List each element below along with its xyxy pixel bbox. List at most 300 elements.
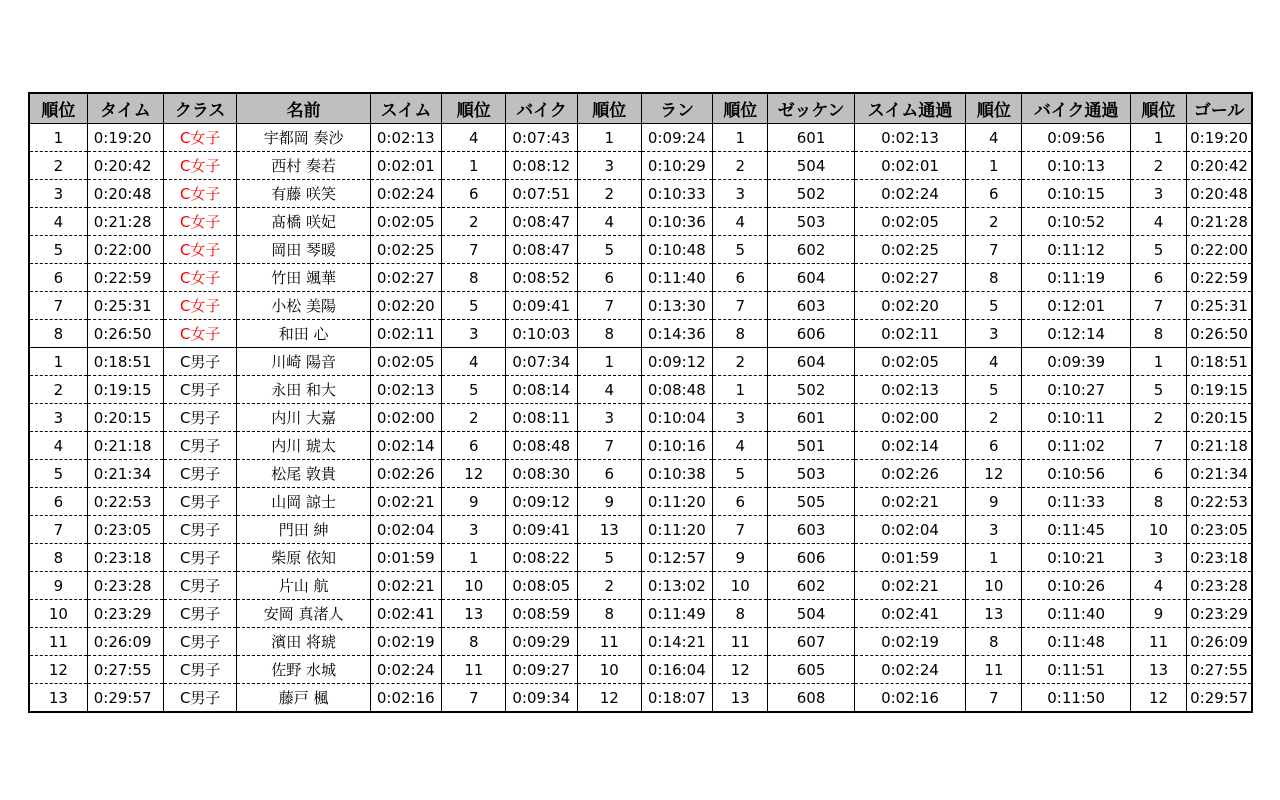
cell-swim: 0:02:19	[370, 628, 441, 656]
cell-name: 内川 大嘉	[237, 404, 371, 432]
cell-swim-split: 0:02:05	[854, 208, 965, 236]
cell-class: C男子	[164, 348, 237, 376]
cell-bike-split-rank: 5	[1130, 236, 1186, 264]
cell-run-rank: 8	[713, 600, 768, 628]
cell-bike-split-rank: 2	[1130, 404, 1186, 432]
cell-rank: 5	[29, 460, 87, 488]
cell-name: 濱田 将琥	[237, 628, 371, 656]
header-bike-split: バイク通過	[1022, 93, 1130, 124]
cell-bib: 504	[768, 600, 854, 628]
cell-goal: 0:23:28	[1187, 572, 1252, 600]
cell-bike-split: 0:11:19	[1022, 264, 1130, 292]
cell-bike: 0:09:27	[506, 656, 577, 684]
cell-rank: 6	[29, 264, 87, 292]
cell-goal: 0:23:29	[1187, 600, 1252, 628]
cell-run-rank: 7	[713, 292, 768, 320]
cell-time: 0:25:31	[87, 292, 163, 320]
cell-time: 0:23:18	[87, 544, 163, 572]
cell-bike-rank: 12	[577, 684, 641, 713]
cell-goal: 0:25:31	[1187, 292, 1252, 320]
cell-swim-rank: 12	[442, 460, 506, 488]
cell-swim-rank: 8	[442, 628, 506, 656]
cell-bike: 0:08:12	[506, 152, 577, 180]
cell-bib: 602	[768, 572, 854, 600]
cell-swim-split-rank: 8	[966, 628, 1022, 656]
cell-swim-split-rank: 11	[966, 656, 1022, 684]
cell-time: 0:21:34	[87, 460, 163, 488]
header-bike-split-rank: 順位	[1130, 93, 1186, 124]
cell-time: 0:26:50	[87, 320, 163, 348]
cell-bike-split: 0:11:48	[1022, 628, 1130, 656]
cell-goal: 0:22:59	[1187, 264, 1252, 292]
cell-swim-rank: 13	[442, 600, 506, 628]
cell-run-rank: 2	[713, 348, 768, 376]
cell-time: 0:23:28	[87, 572, 163, 600]
cell-swim-rank: 4	[442, 348, 506, 376]
cell-run-rank: 10	[713, 572, 768, 600]
table-row	[29, 180, 1252, 208]
cell-bike-split: 0:11:40	[1022, 600, 1130, 628]
cell-bike-rank: 9	[577, 488, 641, 516]
cell-bib: 605	[768, 656, 854, 684]
cell-bib: 603	[768, 516, 854, 544]
cell-bib: 604	[768, 264, 854, 292]
cell-bike: 0:09:34	[506, 684, 577, 713]
header-bike-rank: 順位	[577, 93, 641, 124]
cell-name: 佐野 水城	[237, 656, 371, 684]
cell-swim: 0:02:25	[370, 236, 441, 264]
cell-swim: 0:02:05	[370, 348, 441, 376]
cell-swim-split: 0:02:11	[854, 320, 965, 348]
cell-swim-split-rank: 13	[966, 600, 1022, 628]
cell-class: C男子	[164, 460, 237, 488]
cell-bib: 607	[768, 628, 854, 656]
cell-swim-split-rank: 3	[966, 516, 1022, 544]
table-row	[29, 656, 1252, 684]
cell-run-rank: 9	[713, 544, 768, 572]
cell-swim-split: 0:02:24	[854, 180, 965, 208]
cell-name: 竹田 颯華	[237, 264, 371, 292]
cell-bib: 604	[768, 348, 854, 376]
cell-swim: 0:02:00	[370, 404, 441, 432]
cell-bike-split-rank: 8	[1130, 488, 1186, 516]
cell-class: C女子	[164, 292, 237, 320]
cell-goal: 0:19:20	[1187, 124, 1252, 152]
cell-run: 0:10:36	[641, 208, 712, 236]
cell-run: 0:10:04	[641, 404, 712, 432]
cell-swim-rank: 6	[442, 180, 506, 208]
cell-goal: 0:21:28	[1187, 208, 1252, 236]
cell-run: 0:11:49	[641, 600, 712, 628]
cell-class: C男子	[164, 432, 237, 460]
cell-swim-split: 0:02:14	[854, 432, 965, 460]
cell-run: 0:14:21	[641, 628, 712, 656]
cell-bike: 0:09:12	[506, 488, 577, 516]
cell-rank: 10	[29, 600, 87, 628]
cell-bike-split-rank: 10	[1130, 516, 1186, 544]
table-row	[29, 152, 1252, 180]
cell-swim: 0:02:21	[370, 572, 441, 600]
cell-run-rank: 6	[713, 264, 768, 292]
cell-swim-split-rank: 9	[966, 488, 1022, 516]
cell-time: 0:20:42	[87, 152, 163, 180]
cell-class: C女子	[164, 124, 237, 152]
cell-bib: 608	[768, 684, 854, 713]
cell-rank: 8	[29, 544, 87, 572]
table-row	[29, 292, 1252, 320]
cell-run-rank: 4	[713, 208, 768, 236]
header-class: クラス	[164, 93, 237, 124]
cell-run: 0:09:12	[641, 348, 712, 376]
cell-run-rank: 13	[713, 684, 768, 713]
cell-bike: 0:08:52	[506, 264, 577, 292]
cell-swim-split: 0:02:41	[854, 600, 965, 628]
cell-run-rank: 7	[713, 516, 768, 544]
cell-bike: 0:07:34	[506, 348, 577, 376]
cell-swim-split: 0:02:05	[854, 348, 965, 376]
cell-swim: 0:02:41	[370, 600, 441, 628]
header-run-rank: 順位	[713, 93, 768, 124]
table-row	[29, 572, 1252, 600]
cell-bike-split-rank: 8	[1130, 320, 1186, 348]
cell-swim-split-rank: 5	[966, 376, 1022, 404]
cell-run-rank: 3	[713, 404, 768, 432]
cell-bib: 601	[768, 404, 854, 432]
cell-run: 0:11:20	[641, 516, 712, 544]
cell-time: 0:18:51	[87, 348, 163, 376]
cell-bike-split-rank: 1	[1130, 124, 1186, 152]
cell-rank: 8	[29, 320, 87, 348]
cell-bike-split: 0:10:27	[1022, 376, 1130, 404]
cell-swim-split-rank: 1	[966, 152, 1022, 180]
cell-bike-split: 0:09:39	[1022, 348, 1130, 376]
cell-run: 0:11:20	[641, 488, 712, 516]
cell-goal: 0:22:53	[1187, 488, 1252, 516]
header-swim-rank: 順位	[442, 93, 506, 124]
cell-run: 0:08:48	[641, 376, 712, 404]
cell-class: C男子	[164, 572, 237, 600]
table-row	[29, 488, 1252, 516]
cell-swim-rank: 5	[442, 292, 506, 320]
cell-swim-split: 0:02:20	[854, 292, 965, 320]
cell-bib: 505	[768, 488, 854, 516]
cell-bike-rank: 6	[577, 460, 641, 488]
cell-goal: 0:29:57	[1187, 684, 1252, 713]
cell-swim-split: 0:02:25	[854, 236, 965, 264]
cell-bike: 0:08:05	[506, 572, 577, 600]
cell-bib: 602	[768, 236, 854, 264]
cell-time: 0:29:57	[87, 684, 163, 713]
cell-class: C男子	[164, 376, 237, 404]
cell-rank: 11	[29, 628, 87, 656]
cell-bike-split: 0:10:26	[1022, 572, 1130, 600]
cell-swim-rank: 3	[442, 516, 506, 544]
cell-run-rank: 12	[713, 656, 768, 684]
cell-run: 0:14:36	[641, 320, 712, 348]
cell-bike: 0:08:47	[506, 208, 577, 236]
cell-bib: 503	[768, 460, 854, 488]
cell-bike: 0:08:11	[506, 404, 577, 432]
cell-bike-split: 0:10:11	[1022, 404, 1130, 432]
cell-bike-rank: 2	[577, 180, 641, 208]
cell-time: 0:21:18	[87, 432, 163, 460]
cell-bike-split: 0:10:56	[1022, 460, 1130, 488]
cell-swim: 0:02:11	[370, 320, 441, 348]
cell-time: 0:23:05	[87, 516, 163, 544]
cell-swim-split: 0:02:26	[854, 460, 965, 488]
cell-run-rank: 4	[713, 432, 768, 460]
cell-bike-split: 0:11:51	[1022, 656, 1130, 684]
cell-bike-split: 0:10:15	[1022, 180, 1130, 208]
cell-swim-split-rank: 3	[966, 320, 1022, 348]
cell-bike-split: 0:10:21	[1022, 544, 1130, 572]
cell-rank: 9	[29, 572, 87, 600]
cell-bike-split-rank: 2	[1130, 152, 1186, 180]
table-row	[29, 600, 1252, 628]
cell-swim-rank: 2	[442, 404, 506, 432]
cell-time: 0:27:55	[87, 656, 163, 684]
cell-swim: 0:02:05	[370, 208, 441, 236]
cell-run: 0:10:29	[641, 152, 712, 180]
cell-swim-split-rank: 2	[966, 208, 1022, 236]
cell-bike-rank: 4	[577, 208, 641, 236]
cell-run: 0:13:02	[641, 572, 712, 600]
cell-bike-split-rank: 5	[1130, 376, 1186, 404]
cell-bike-split-rank: 7	[1130, 292, 1186, 320]
cell-swim-rank: 7	[442, 684, 506, 713]
cell-goal: 0:23:18	[1187, 544, 1252, 572]
cell-swim-split: 0:02:01	[854, 152, 965, 180]
cell-run: 0:12:57	[641, 544, 712, 572]
cell-run-rank: 11	[713, 628, 768, 656]
cell-class: C男子	[164, 628, 237, 656]
cell-class: C男子	[164, 600, 237, 628]
cell-swim-split-rank: 7	[966, 236, 1022, 264]
cell-swim-rank: 1	[442, 544, 506, 572]
cell-bike-rank: 5	[577, 544, 641, 572]
cell-run-rank: 5	[713, 460, 768, 488]
cell-bike-split-rank: 7	[1130, 432, 1186, 460]
cell-bike-rank: 5	[577, 236, 641, 264]
cell-bike: 0:08:14	[506, 376, 577, 404]
cell-goal: 0:26:09	[1187, 628, 1252, 656]
table-row	[29, 376, 1252, 404]
cell-swim: 0:02:21	[370, 488, 441, 516]
table-row	[29, 628, 1252, 656]
cell-bike-rank: 2	[577, 572, 641, 600]
header-bike: バイク	[506, 93, 577, 124]
cell-goal: 0:20:15	[1187, 404, 1252, 432]
cell-swim: 0:02:04	[370, 516, 441, 544]
table-row	[29, 404, 1252, 432]
cell-time: 0:22:00	[87, 236, 163, 264]
header-bib: ゼッケン	[768, 93, 854, 124]
cell-bike-split-rank: 9	[1130, 600, 1186, 628]
table-row	[29, 432, 1252, 460]
cell-class: C女子	[164, 152, 237, 180]
cell-goal: 0:18:51	[1187, 348, 1252, 376]
cell-rank: 2	[29, 152, 87, 180]
cell-name: 西村 奏若	[237, 152, 371, 180]
cell-bike: 0:08:22	[506, 544, 577, 572]
cell-bike-split-rank: 12	[1130, 684, 1186, 713]
cell-bike-split: 0:12:01	[1022, 292, 1130, 320]
cell-name: 宇都岡 奏沙	[237, 124, 371, 152]
cell-bike: 0:07:51	[506, 180, 577, 208]
cell-swim-split-rank: 10	[966, 572, 1022, 600]
cell-run-rank: 1	[713, 124, 768, 152]
cell-bike-rank: 13	[577, 516, 641, 544]
cell-swim-split: 0:02:04	[854, 516, 965, 544]
cell-bike: 0:09:29	[506, 628, 577, 656]
header-row	[29, 93, 1252, 124]
cell-time: 0:23:29	[87, 600, 163, 628]
cell-goal: 0:21:34	[1187, 460, 1252, 488]
cell-run-rank: 3	[713, 180, 768, 208]
cell-goal: 0:19:15	[1187, 376, 1252, 404]
cell-swim-split-rank: 5	[966, 292, 1022, 320]
cell-swim: 0:02:13	[370, 376, 441, 404]
cell-rank: 12	[29, 656, 87, 684]
cell-run: 0:10:48	[641, 236, 712, 264]
cell-bike-split-rank: 3	[1130, 544, 1186, 572]
cell-bike-split-rank: 11	[1130, 628, 1186, 656]
cell-swim-split-rank: 7	[966, 684, 1022, 713]
cell-swim-split: 0:02:13	[854, 376, 965, 404]
cell-swim-split: 0:02:21	[854, 572, 965, 600]
cell-class: C女子	[164, 180, 237, 208]
cell-run: 0:10:38	[641, 460, 712, 488]
cell-run-rank: 6	[713, 488, 768, 516]
cell-swim-rank: 6	[442, 432, 506, 460]
cell-swim-rank: 2	[442, 208, 506, 236]
cell-bike-split: 0:11:50	[1022, 684, 1130, 713]
cell-swim-rank: 11	[442, 656, 506, 684]
cell-bib: 603	[768, 292, 854, 320]
cell-name: 藤戸 楓	[237, 684, 371, 713]
cell-swim: 0:02:14	[370, 432, 441, 460]
cell-run-rank: 1	[713, 376, 768, 404]
cell-name: 髙橋 咲妃	[237, 208, 371, 236]
table-row	[29, 208, 1252, 236]
cell-swim-split-rank: 6	[966, 432, 1022, 460]
header-swim-split: スイム通過	[854, 93, 965, 124]
cell-goal: 0:20:48	[1187, 180, 1252, 208]
cell-swim-split-rank: 8	[966, 264, 1022, 292]
cell-class: C男子	[164, 684, 237, 713]
cell-name: 小松 美陽	[237, 292, 371, 320]
cell-goal: 0:21:18	[1187, 432, 1252, 460]
cell-bike-rank: 3	[577, 152, 641, 180]
table-row	[29, 320, 1252, 348]
cell-rank: 5	[29, 236, 87, 264]
cell-bike-rank: 7	[577, 292, 641, 320]
cell-time: 0:22:53	[87, 488, 163, 516]
cell-swim-rank: 7	[442, 236, 506, 264]
cell-bike-split: 0:09:56	[1022, 124, 1130, 152]
header-time: タイム	[87, 93, 163, 124]
cell-bib: 501	[768, 432, 854, 460]
table-row	[29, 348, 1252, 376]
cell-run: 0:16:04	[641, 656, 712, 684]
cell-swim-split-rank: 4	[966, 124, 1022, 152]
cell-bike-split-rank: 6	[1130, 264, 1186, 292]
table-row	[29, 516, 1252, 544]
table-row	[29, 264, 1252, 292]
cell-rank: 1	[29, 124, 87, 152]
cell-swim-split: 0:02:19	[854, 628, 965, 656]
cell-bike-rank: 7	[577, 432, 641, 460]
cell-bike-split-rank: 13	[1130, 656, 1186, 684]
cell-bike-split-rank: 4	[1130, 208, 1186, 236]
cell-bib: 606	[768, 320, 854, 348]
cell-rank: 2	[29, 376, 87, 404]
cell-swim: 0:02:24	[370, 656, 441, 684]
cell-time: 0:20:15	[87, 404, 163, 432]
header-goal: ゴール	[1187, 93, 1252, 124]
cell-swim-rank: 4	[442, 124, 506, 152]
cell-time: 0:22:59	[87, 264, 163, 292]
cell-bike-split: 0:11:33	[1022, 488, 1130, 516]
cell-bike-split: 0:11:02	[1022, 432, 1130, 460]
cell-goal: 0:26:50	[1187, 320, 1252, 348]
cell-class: C女子	[164, 320, 237, 348]
cell-run-rank: 5	[713, 236, 768, 264]
cell-class: C男子	[164, 544, 237, 572]
cell-bib: 606	[768, 544, 854, 572]
cell-name: 松尾 敦貴	[237, 460, 371, 488]
cell-bike-rank: 1	[577, 124, 641, 152]
cell-swim-split: 0:02:00	[854, 404, 965, 432]
cell-class: C女子	[164, 264, 237, 292]
cell-name: 有藤 咲笑	[237, 180, 371, 208]
cell-swim-split: 0:01:59	[854, 544, 965, 572]
cell-rank: 1	[29, 348, 87, 376]
cell-bike-split-rank: 6	[1130, 460, 1186, 488]
table-row	[29, 460, 1252, 488]
cell-bike-rank: 8	[577, 320, 641, 348]
cell-swim-rank: 5	[442, 376, 506, 404]
cell-goal: 0:23:05	[1187, 516, 1252, 544]
cell-bike-rank: 3	[577, 404, 641, 432]
cell-run: 0:10:33	[641, 180, 712, 208]
cell-run: 0:11:40	[641, 264, 712, 292]
cell-run: 0:18:07	[641, 684, 712, 713]
table-row	[29, 236, 1252, 264]
cell-class: C男子	[164, 516, 237, 544]
cell-bike-rank: 11	[577, 628, 641, 656]
cell-bike: 0:07:43	[506, 124, 577, 152]
cell-bike-split-rank: 1	[1130, 348, 1186, 376]
cell-swim-split-rank: 1	[966, 544, 1022, 572]
cell-bike-rank: 1	[577, 348, 641, 376]
cell-run: 0:10:16	[641, 432, 712, 460]
header-name: 名前	[237, 93, 371, 124]
cell-class: C女子	[164, 208, 237, 236]
cell-time: 0:20:48	[87, 180, 163, 208]
cell-swim: 0:02:13	[370, 124, 441, 152]
cell-bike-split-rank: 3	[1130, 180, 1186, 208]
cell-name: 片山 航	[237, 572, 371, 600]
cell-swim: 0:01:59	[370, 544, 441, 572]
cell-class: C男子	[164, 656, 237, 684]
header-rank: 順位	[29, 93, 87, 124]
cell-time: 0:19:15	[87, 376, 163, 404]
header-run: ラン	[641, 93, 712, 124]
cell-rank: 3	[29, 180, 87, 208]
cell-name: 柴原 依知	[237, 544, 371, 572]
cell-bike-split-rank: 4	[1130, 572, 1186, 600]
